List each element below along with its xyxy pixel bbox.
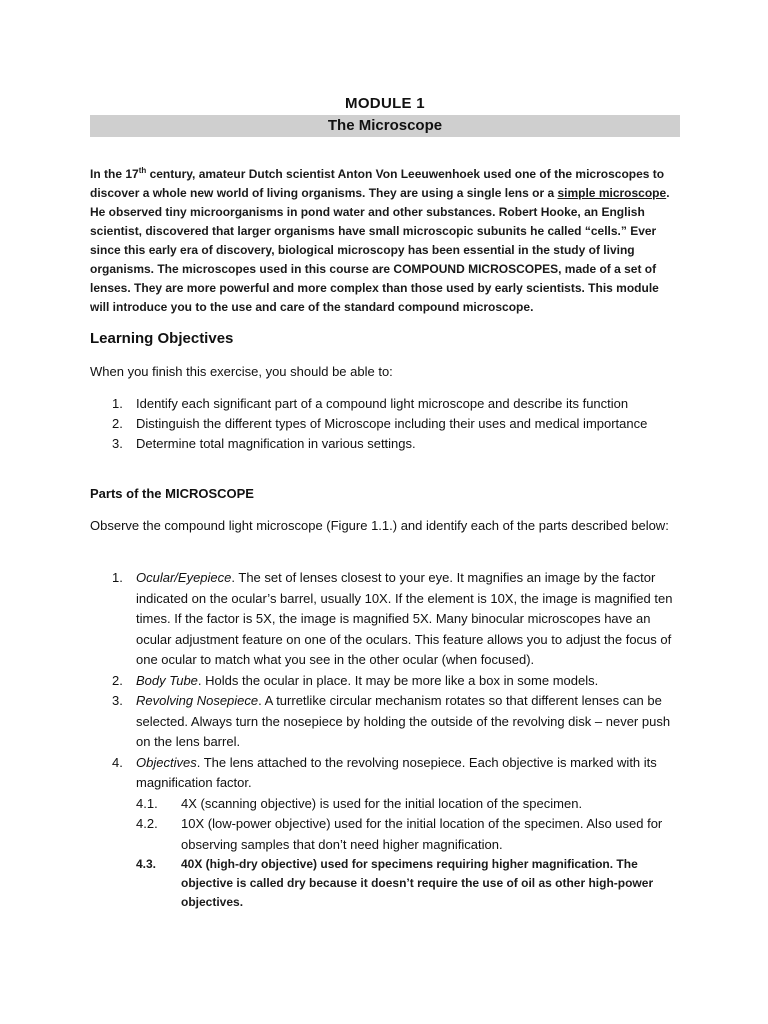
part-term: Objectives — [136, 754, 197, 770]
list-number: 4. — [112, 754, 123, 770]
list-number: 2. — [112, 416, 123, 431]
sub-list-number: 4.3. — [136, 857, 157, 871]
sub-list-item — [136, 794, 680, 815]
part-term: Ocular/Eyepiece — [136, 570, 232, 585]
part-description: . A turretlike circular mechanism rotates so that different lenses can be selected. Always turn the nosepiece by holding the outside of the revolving disk – never push on the lens barrel. — [136, 693, 671, 749]
list-number: 1. — [112, 396, 123, 411]
simple-microscope-term: simple microscope — [557, 186, 667, 200]
sub-list-item — [136, 855, 680, 912]
sub-list-text: 4X (scanning objective) is used for the initial location of the specimen. — [181, 795, 583, 811]
part-description: . The lens attached to the revolving nosepiece. Each objective is marked with its magnification factor. — [136, 754, 657, 790]
list-number: 2. — [112, 672, 123, 688]
part-description: . Holds the ocular in place. It may be more like a box in some models. — [197, 672, 599, 688]
parts-lead: Observe the compound light microscope (Figure 1.1.) and identify each of the parts described below: — [90, 518, 669, 533]
learning-objectives-heading: Learning Objectives — [90, 330, 234, 347]
intro-paragraph — [90, 165, 680, 317]
module-number: MODULE 1 — [345, 95, 425, 112]
intro-text-1: In the 17 — [90, 167, 139, 181]
list-number: 1. — [112, 570, 123, 585]
list-number: 3. — [112, 693, 123, 708]
list-number: 3. — [112, 436, 123, 451]
parts-list — [90, 568, 680, 912]
learning-objectives-lead: When you finish this exercise, you should be able to: — [90, 364, 393, 379]
page-title: The Microscope — [90, 115, 680, 137]
list-text: Distinguish the different types of Microscope including their uses and medical importance — [136, 416, 648, 431]
parts-heading: Parts of the MICROSCOPE — [90, 486, 254, 501]
list-item — [90, 414, 680, 434]
intro-superscript: th — [138, 166, 147, 175]
list-item — [90, 671, 680, 692]
sub-list-number: 4.1. — [136, 795, 158, 811]
list-item — [90, 434, 680, 454]
list-item — [90, 394, 680, 414]
sub-list-text: 10X (low-power objective) used for the initial location of the specimen. Also used for observing samples that don’t need higher magnification. — [181, 816, 663, 852]
list-item — [90, 691, 680, 753]
sub-list-number: 4.2. — [136, 816, 158, 831]
list-text: Determine total magnification in various settings. — [136, 436, 416, 451]
objectives-sublist — [136, 794, 680, 913]
list-item — [90, 568, 680, 671]
sub-list-text: 40X (high-dry objective) used for specimens requiring higher magnification. The objective is called dry because it doesn’t require the use of oil as other high-power objectives. — [181, 857, 654, 909]
list-item — [90, 753, 680, 913]
intro-text-2: century, amateur Dutch scientist Anton Von Leeuwenhoek used one of the microscopes to discover a whole new world of living organisms. They are using a single lens or a — [90, 167, 665, 200]
intro-text-3: . He observed tiny microorganisms in pond water and other substances. Robert Hooke, an English scientist, discovered that larger organisms have small microscopic subunits he called “cells.” Ever since this early era of discovery, biological microscopy has been essential in the study of living organisms. The microscopes used in this course are COMPOUND MICROSCOPES, made of a set of lenses. They are more powerful and more complex than those used by early scientists. This module will introduce you to the use and care of the standard compound microscope. — [90, 186, 670, 314]
list-text: Identify each significant part of a compound light microscope and describe its function — [136, 396, 629, 411]
sub-list-item — [136, 814, 680, 855]
part-term: Body Tube — [136, 672, 198, 688]
objectives-list — [90, 394, 680, 454]
part-term: Revolving Nosepiece — [136, 693, 259, 708]
part-description: . The set of lenses closest to your eye. It magnifies an image by the factor indicated on the ocular’s barrel, usually 10X. If the element is 10X, the image is magnified ten times. If the factor is 5X, the image is magnified 5X. Many binocular microscopes have an ocular adjustment feature on one of the oculars. This feature allows you to adjust the focus of one ocular to match what you see in the other ocular (when focused). — [136, 570, 673, 667]
